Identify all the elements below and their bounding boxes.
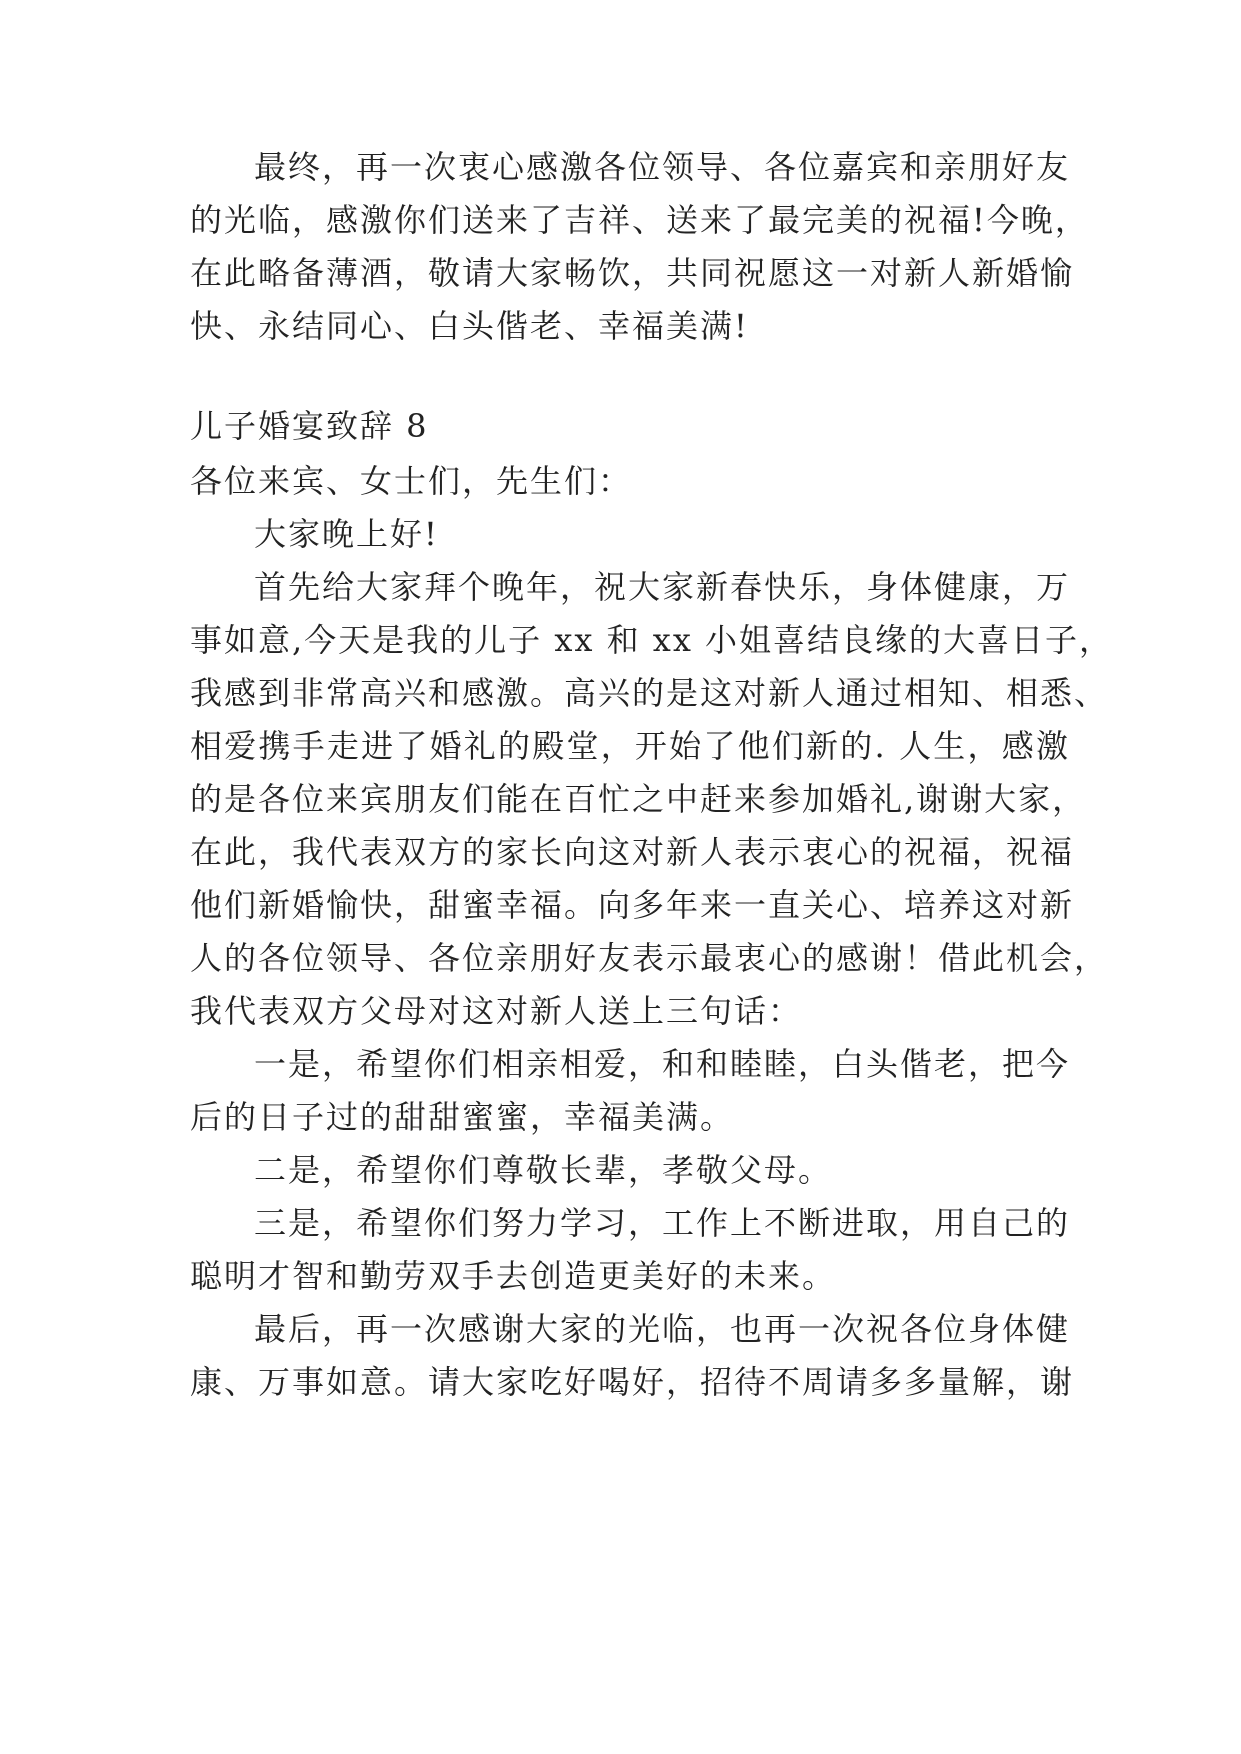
text-line: 一是，希望你们相亲相爱，和和睦睦，白头偕老，把今: [254, 1045, 1071, 1083]
salutation: 各位来宾、女士们，先生们：: [190, 462, 633, 500]
text-line: 在此，我代表双方的家长向这对新人表示衷心的祝福，祝福: [190, 833, 1075, 871]
section-heading: 儿子婚宴致辞 8: [190, 407, 429, 445]
text-line: 的光临，感激你们送来了吉祥、送来了最完美的祝福!今晚，: [190, 201, 1089, 239]
text-line: 快、永结同心、白头偕老、幸福美满!: [190, 307, 749, 345]
text-line: 后的日子过的甜甜蜜蜜，幸福美满。: [190, 1098, 735, 1136]
text-line: 相爱携手走进了婚礼的殿堂，开始了他们新的. 人生，感激: [190, 727, 1070, 765]
text-line: 二是，希望你们尊敬长辈，孝敬父母。: [254, 1151, 833, 1189]
text-line: 的是各位来宾朋友们能在百忙之中赶来参加婚礼,谢谢大家，: [190, 780, 1087, 818]
text-line: 最终，再一次衷心感激各位领导、各位嘉宾和亲朋好友: [254, 148, 1071, 186]
text-line: 康、万事如意。请大家吃好喝好，招待不周请多多量解，谢: [190, 1363, 1075, 1401]
text-line: 他们新婚愉快，甜蜜幸福。向多年来一直关心、培养这对新: [190, 886, 1075, 924]
text-line: 三是，希望你们努力学习，工作上不断进取，用自己的: [254, 1204, 1071, 1242]
text-line: 在此略备薄酒，敬请大家畅饮，共同祝愿这一对新人新婚愉: [190, 254, 1075, 292]
text-line: 我代表双方父母对这对新人送上三句话：: [190, 992, 803, 1030]
greeting: 大家晚上好!: [254, 515, 439, 553]
text-line: 我感到非常高兴和感激。高兴的是这对新人通过相知、相悉、: [190, 674, 1109, 712]
text-line: 事如意,今天是我的儿子 xx 和 xx 小姐喜结良缘的大喜日子，: [190, 621, 1114, 659]
text-line: 聪明才智和勤劳双手去创造更美好的未来。: [190, 1257, 837, 1295]
text-line: 首先给大家拜个晚年，祝大家新春快乐，身体健康，万: [254, 568, 1071, 606]
text-line: 最后，再一次感谢大家的光临，也再一次祝各位身体健: [254, 1310, 1071, 1348]
text-line: 人的各位领导、各位亲朋好友表示最衷心的感谢！借此机会，: [190, 939, 1109, 977]
